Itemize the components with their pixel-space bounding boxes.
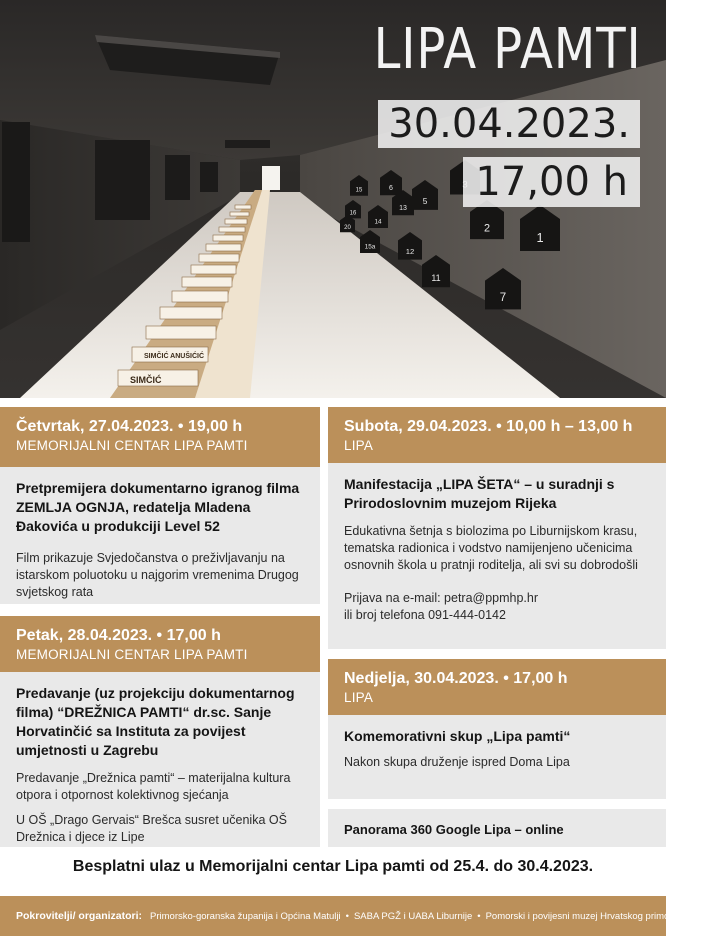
photo-label-2: SIMČIĆ ANUŠIĆIĆ (144, 353, 205, 360)
event-2-description: Predavanje „Drežnica pamti“ – materijalna kultura otpora i otpornost kolektivnog sjećanja (16, 771, 291, 802)
house-plaque-number: 1 (536, 229, 544, 245)
event-1-header (0, 407, 320, 467)
event-1-date: Četvrtak, 27.04.2023. • 19,00 h (16, 418, 243, 435)
house-plaque-number: 11 (431, 272, 441, 283)
house-plaque-number: 15a (364, 243, 376, 251)
house-plaque-number: 13 (399, 205, 407, 213)
event-1-place: MEMORIJALNI CENTAR LIPA PAMTI (16, 438, 248, 453)
event-3-place: LIPA (344, 438, 374, 453)
house-plaque-number: 5 (422, 195, 428, 206)
event-1-heading: Pretpremijera dokumentarno igranog filma ZEMLJA OGNJA, redatelja Mladena Đakovića u produkciji Level 52 (16, 480, 300, 534)
house-plaque-number: 14 (374, 218, 382, 226)
event-3-header (328, 407, 666, 463)
house-plaque-number: 15 (355, 187, 363, 194)
hero-photo (0, 0, 666, 398)
event-4-header (328, 659, 666, 715)
event-2-date: Petak, 28.04.2023. • 17,00 h (16, 627, 221, 644)
footer-label: Pokrovitelji/ organizatori: (16, 910, 143, 922)
event-time: 17,00 h (463, 157, 640, 207)
footer-org-2: SABA PGŽ i UABA Liburnije (353, 910, 473, 922)
event-2-heading: Predavanje (uz projekciju dokumentarnog filma) “DREŽNICA PAMTI“ dr.sc. Sanje Horvatinčić sa Instituta za povijest umjetnosti u Zagrebu (16, 685, 295, 758)
house-plaque-number: 6 (389, 185, 393, 193)
event-3-date: Subota, 29.04.2023. • 10,00 h – 13,00 h (344, 418, 633, 435)
online-panorama-card (328, 809, 666, 847)
event-1-description: Film prikazuje Svjedočanstva o preživljavanju na istarskom poluotoku u najgorim vremenima Drugog svjetskog rata (16, 551, 299, 599)
event-date: 30.04.2023. (378, 100, 640, 148)
house-plaque-number: 2 (483, 222, 491, 235)
footer-separator-2: • (477, 910, 481, 922)
house-plaque-number: 20 (344, 224, 351, 231)
poster-title: LIPA PAMTI (374, 17, 642, 82)
event-1-card (0, 467, 320, 604)
event-3-phone: ili broj telefona 091-444-0142 (344, 608, 506, 622)
event-4-place: LIPA (344, 690, 374, 705)
online-panorama-text: Panorama 360 Google Lipa – online (344, 822, 564, 837)
event-4-card (328, 715, 666, 799)
event-3-description: Edukativna šetnja s biolozima po Liburnijskom krasu, tematska radionica i vodstvo namijenjeno učenicima osnovnih škola u pratnji roditelja, ali svi su dobrodošli (344, 524, 638, 572)
footer-org-1: Primorsko-goranska županija i Općina Matulji (150, 910, 341, 922)
footer-org-3: Pomorski i povijesni muzej Hrvatskog primorja Rijeka (485, 910, 709, 922)
footer-organizers (0, 896, 709, 936)
event-4-heading: Komemorativni skup „Lipa pamti“ (344, 728, 571, 744)
house-plaque-number: 7 (499, 292, 507, 305)
event-4-date: Nedjelja, 30.04.2023. • 17,00 h (344, 670, 568, 687)
event-2-header (0, 616, 320, 672)
event-2-description-2: U OŠ „Drago Gervais“ Brešca susret učenika OŠ Drežnica i djece iz Lipe (16, 813, 287, 844)
photo-label-1: SIMČIĆ (130, 375, 162, 385)
event-3-heading: Manifestacija „LIPA ŠETA“ – u suradnji s Prirodoslovnim muzejom Rijeka (344, 476, 615, 511)
event-2-card (0, 672, 320, 847)
house-plaque-number: 16 (349, 210, 357, 217)
event-4-description: Nakon skupa druženje ispred Doma Lipa (344, 755, 570, 769)
footer-separator-1: • (345, 910, 349, 922)
free-entry-note: Besplatni ulaz u Memorijalni centar Lipa pamti od 25.4. do 30.4.2023. (72, 858, 594, 875)
event-3-card (328, 463, 666, 649)
house-plaque-number: 12 (405, 247, 415, 257)
event-3-email: Prijava na e-mail: petra@ppmhp.hr (344, 591, 539, 605)
event-2-place: MEMORIJALNI CENTAR LIPA PAMTI (16, 647, 248, 662)
